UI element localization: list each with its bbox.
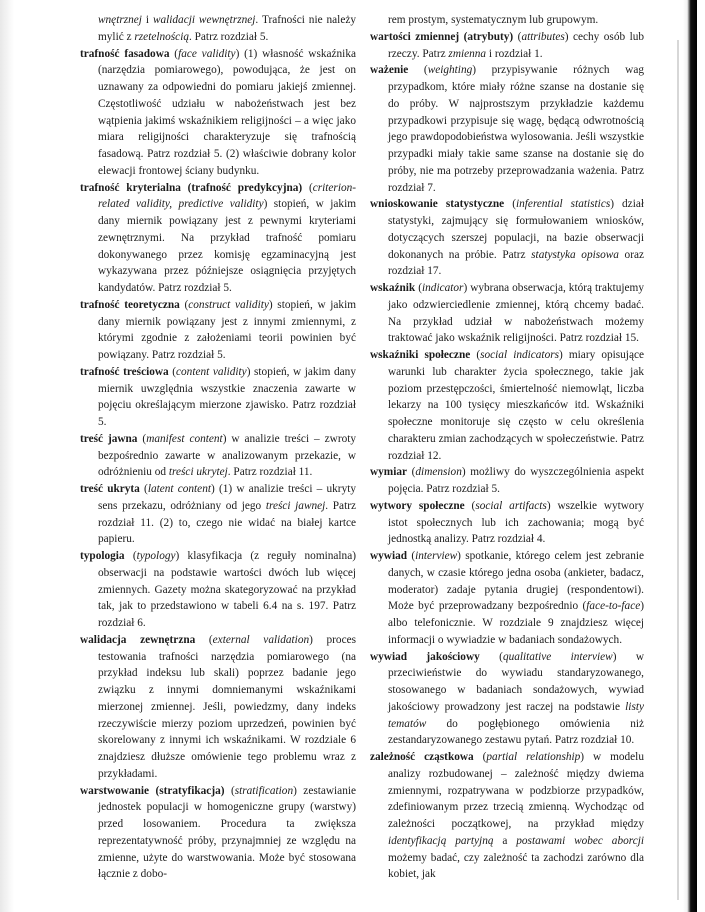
glossary-term: wytwory społeczne: [370, 499, 465, 512]
glossary-definition: (manifest content) w analizie treści – zwroty bezpośrednio zawarte w analizowanym przekazie, w odróżnieniu od treści ukrytej. Patrz rozdział 11.: [98, 432, 357, 479]
glossary-entry: [370, 280, 644, 347]
glossary-entry: [370, 62, 644, 196]
glossary-term: ważenie: [370, 64, 409, 77]
glossary-definition: (partial relationship) w modelu analizy rozbudowanej – zależność między dwiema zmiennymi, rozpatrywana w podzbiorze przypadków, zdefiniowanym przez trzecią zmienną. Wychodząc od zależności początkowej, na przykład między identyfikacją partyjną a postawami wobec aborcji możemy badać, czy zależność ta zachodzi zarówno dla kobiet, jak: [388, 751, 645, 881]
glossary-entry: [370, 649, 644, 750]
glossary-entry: [370, 347, 644, 464]
glossary-definition: (stratification) zestawianie jednostek populacji w homogeniczne grupy (warstwy) przed losowaniem. Procedura ta zwiększa reprezentatywność próby, przynajmniej ze względu na zmienne, użyte do warstwowania. Może być stosowana łącznie z dobo-: [98, 784, 356, 881]
glossary-definition: (dimension) możliwy do wyszczególnienia aspekt pojęcia. Patrz rozdział 5.: [388, 466, 645, 495]
glossary-term: wymiar: [370, 466, 408, 479]
glossary-entry: [370, 498, 644, 548]
glossary-term: trafność kryterialna (trafność predykcyjna): [80, 181, 303, 194]
glossary-entry: [80, 783, 356, 884]
glossary-entry: [370, 749, 644, 883]
glossary-column-left: [80, 12, 356, 883]
glossary-term: zależność cząstkowa: [370, 751, 474, 763]
glossary-definition: (weighting) przypisywanie różnych wag przypadkom, które miały różne szanse na dostanie się do próby. W najprostszym przykładzie każdemu przypadkowi przypisuje się wagę, będącą odwrotnością jego prawdopodobieństwa wylosowania. Jeśli wszystkie przypadki miały takie same szanse na dostanie się do próby, nie ma potrzeby przeprowadzania ważenia. Patrz rozdział 7.: [388, 64, 644, 194]
glossary-continuation: wnętrznej i walidacji wewnętrznej. Trafności nie należy mylić z rzetelnością. Patrz rozdział 5.: [98, 14, 357, 43]
glossary-term: trafność treściowa: [80, 365, 169, 378]
glossary-definition: (indicator) wybrana obserwacja, którą traktujemy jako odzwierciedlenie zmiennej, którą chcemy badać. Na przykład udział w nabożeństwach możemy traktować jako wskaźnik religijności. Patrz rozdział 15.: [388, 282, 644, 345]
glossary-entry: [80, 481, 356, 548]
glossary-entry: [370, 464, 644, 498]
glossary-term: wskaźniki społeczne: [370, 349, 471, 361]
glossary-term: wartości zmiennej (atrybuty): [370, 30, 514, 43]
book-spine: [683, 0, 697, 912]
glossary-term: warstwowanie (stratyfikacja): [80, 784, 225, 797]
glossary-definition: (attributes) cechy osób lub rzeczy. Patrz zmienna i rozdział 1.: [388, 30, 645, 60]
glossary-definition: (social artifacts) wszelkie wytwory istot społecznych lub ich zachowania; mogą być jednostką analizy. Patrz rozdział 4.: [388, 499, 644, 546]
glossary-entry: [80, 297, 356, 364]
glossary-term: trafność teoretyczna: [80, 298, 180, 311]
glossary-entry: [370, 29, 644, 63]
glossary-continuation: rem prostym, systematycznym lub grupowym.: [388, 14, 599, 26]
glossary-definition: (interview) spotkanie, którego celem jest zebranie danych, w czasie którego jedna osoba (ankieter, badacz, moderator) zadaje pytania drugiej (respondentowi). Może być przeprowadzany bezpośrednio (face-to-face) albo telefonicznie. W rozdziale 9 znajdziesz więcej informacji o wywiadzie w badaniach sondażowych.: [388, 550, 645, 646]
glossary-entry: [80, 46, 356, 180]
glossary-entry: [370, 196, 644, 280]
glossary-entry: [80, 364, 356, 431]
glossary-definition: (inferential statistics) dział statystyki, zajmujący się formułowaniem wniosków, dotyczących szerszej populacji, na bazie obserwacji dokonanych na próbie. Patrz statystyka opisowa oraz rozdział 17.: [388, 198, 644, 278]
glossary-term: treść ukryta: [80, 483, 140, 495]
glossary-definition: (latent content) (1) w analizie treści – ukryty sens przekazu, odróżniany od jego treści jawnej. Patrz rozdział 11. (2) to, czego nie widać na białej kartce papieru.: [98, 483, 357, 546]
glossary-entry: [80, 632, 356, 783]
glossary-definition: (social indicators) miary opisujące warunki lub charakter życia społecznego, takie jak poziom przestępczości, śmiertelność niemowląt, liczba lekarzy na 100 tysięcy mieszkańców itd. Wskaźniki społeczne monitoruje się często w celu określenia charakteru zmian zachodzących w społeczeństwie. Patrz rozdział 12.: [388, 349, 644, 462]
glossary-term: wnioskowanie statystyczne: [370, 198, 505, 211]
glossary-term: wskaźnik: [370, 282, 416, 294]
glossary-definition: (face validity) (1) własność wskaźnika (narzędzia pomiarowego), powodująca, że jest on uznawany za odpowiedni do pomiaru jakiejś zmiennej. Częstotliwość udziału w nabożeństwach jest bez wątpienia jakimś wskaźnikiem religijności – a więc jako miara religijności charakteryzuje się trafnością fasadową. Patrz rozdział 5. (2) właściwie dobrany kolor elewacji frontowej ściany budynku.: [98, 47, 356, 177]
glossary-term: walidacja zewnętrzna: [80, 633, 196, 646]
glossary-definition: (construct validity) stopień, w jakim dany miernik powiązany jest z innymi zmiennymi, z którymi zgodnie z założeniami teorii powinien być powiązany. Patrz rozdział 5.: [98, 298, 356, 361]
glossary-entry: [370, 548, 644, 649]
glossary-column-right: [370, 12, 644, 883]
glossary-term: treść jawna: [80, 432, 138, 445]
glossary-term: wywiad: [370, 550, 408, 562]
glossary-term: wywiad jakościowy: [370, 650, 480, 663]
glossary-entry: [80, 548, 356, 632]
glossary-definition: (qualitative interview) w przeciwieństwie do wywiadu standaryzowanego, stosowanego w badaniach sondażowych, wywiad jakościowy prowadzony jest raczej na podstawie listy tematów do pogłębionego omówienia niż zestandaryzowanego zestawu pytań. Patrz rozdział 10.: [388, 650, 644, 747]
glossary-definition: (criterion-related validity, predictive validity) stopień, w jakim dany miernik powiązany jest z pewnymi kryteriami zewnętrznymi. Na przykład trafność pomiaru dokonywanego przez komisję egzaminacyjną jest wykazywana przez późniejsze osiągnięcia przyjętych kandydatów. Patrz rozdział 5.: [98, 181, 357, 294]
glossary-definition: (content validity) stopień, w jakim dany miernik uwzględnia wszystkie znaczenia zawarte w pojęciu określającym mierzone zjawisko. Patrz rozdział 5.: [98, 365, 356, 428]
glossary-definition: (external validation) proces testowania trafności narzędzia pomiarowego (na przykład indeksu lub skali) poprzez badanie jego związku z innymi domniemanymi wskaźnikami mierzonej zmiennej. Jeśli, powiedzmy, dany indeks rzeczywiście mierzy poziom uprzedzeń, powinien być skorelowany z innymi ich wskaźnikami. W rozdziale 6 znajdziesz dłuższe omówienie tego problemu wraz z przykładami.: [98, 633, 356, 780]
glossary-entry: [80, 431, 356, 481]
glossary-definition: (typology) klasyfikacja (z reguły nominalna) obserwacji na podstawie wartości dwóch lub więcej zmiennych. Gazety można skategoryzować na przykład tak, jak to przedstawiono w tabeli 6.4 na s. 197. Patrz rozdział 6.: [98, 550, 356, 629]
page-edge-shadow: [0, 0, 14, 912]
binding-shadow: [677, 40, 679, 900]
glossary-term: trafność fasadowa: [80, 47, 170, 60]
glossary-term: typologia: [80, 550, 125, 562]
glossary-entry: [80, 180, 356, 297]
